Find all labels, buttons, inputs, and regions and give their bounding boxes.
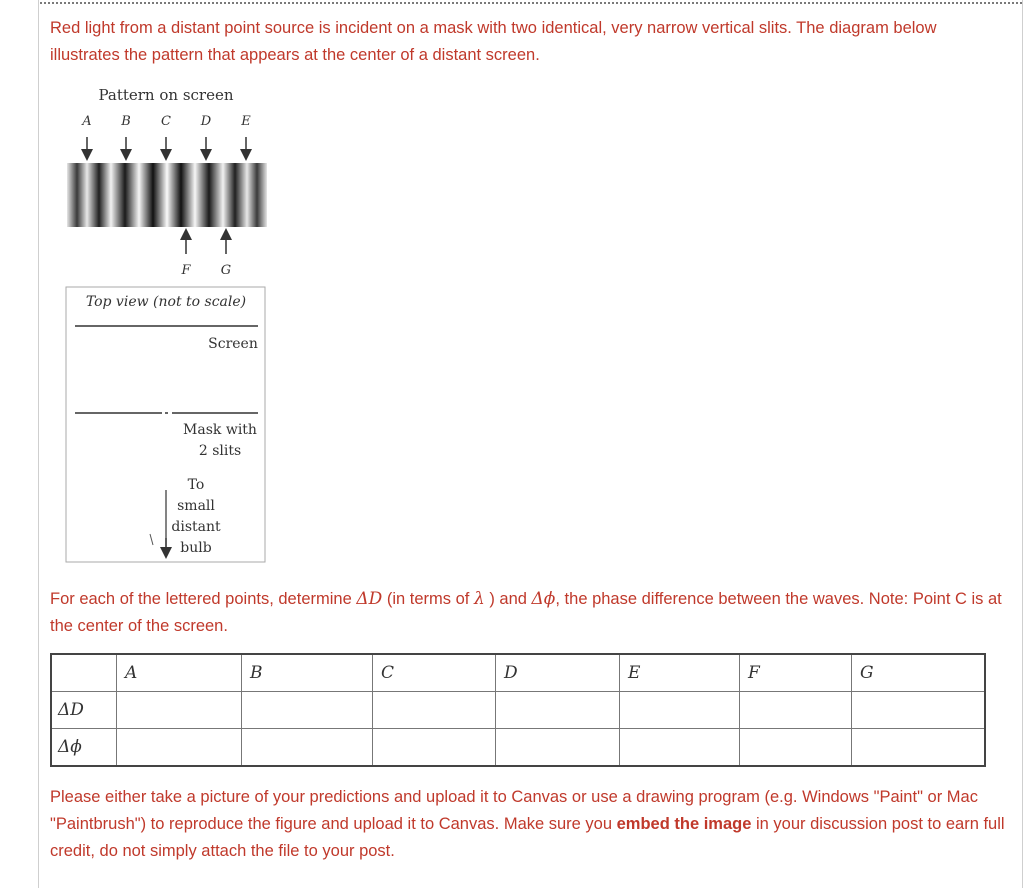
lambda-symbol: λ	[473, 589, 485, 609]
cell-deltaPhi-E[interactable]	[620, 729, 740, 767]
label-E: E	[241, 114, 251, 129]
corner-cell	[51, 654, 117, 692]
cell-deltaPhi-G[interactable]	[852, 729, 986, 767]
col-header-G: G	[852, 654, 986, 692]
instructions-bold: embed the image	[616, 815, 752, 833]
question-mid2: ) and	[484, 590, 532, 608]
bulb-label-4: bulb	[180, 540, 212, 556]
mask-label-2: 2 slits	[198, 443, 242, 459]
intro-paragraph: Red light from a distant point source is incident on a mask with two identical, very narrow vertical slits. The diagram below illustrates the pattern that appears at the center of a distant screen.	[50, 19, 937, 64]
question-pre: For each of the lettered points, determine	[50, 590, 357, 608]
question-post: , the phase difference between the waves. Note: Point C is at the center of the screen.	[50, 590, 1002, 635]
label-B: B	[121, 114, 131, 129]
instructions-paragraph	[50, 784, 1010, 865]
pattern-title: Pattern on screen	[98, 86, 234, 104]
cell-deltaD-A[interactable]	[117, 692, 242, 729]
col-header-B: B	[242, 654, 373, 692]
instructions-post: in your discussion post to earn full credit, do not simply attach the file to your post.	[50, 815, 1005, 860]
screen-label: Screen	[208, 336, 258, 352]
cell-deltaD-F[interactable]	[740, 692, 852, 729]
delta-phi-symbol: Δϕ	[531, 589, 556, 609]
row-label-delta-d: ΔD	[51, 692, 117, 729]
label-F: F	[181, 263, 191, 278]
bulb-label-2: small	[177, 498, 215, 514]
cell-deltaD-G[interactable]	[852, 692, 986, 729]
question-mid1: (in terms of	[382, 590, 474, 608]
bulb-label-1: To	[187, 477, 205, 493]
label-C: C	[161, 114, 171, 129]
bulb-label-3: distant	[171, 519, 221, 535]
cell-deltaD-D[interactable]	[496, 692, 620, 729]
cell-deltaPhi-F[interactable]	[740, 729, 852, 767]
cell-deltaPhi-B[interactable]	[242, 729, 373, 767]
cell-deltaD-E[interactable]	[620, 692, 740, 729]
instructions-pre: Please either take a picture of your predictions and upload it to Canvas or use a drawing program (e.g. Windows "Paint" or Mac "Paintbrush") to reproduce the figure and upload it to Canvas. Make sure you	[50, 788, 978, 833]
cell-deltaPhi-A[interactable]	[117, 729, 242, 767]
col-header-A: A	[117, 654, 242, 692]
col-header-E: E	[620, 654, 740, 692]
col-header-C: C	[373, 654, 496, 692]
col-header-F: F	[740, 654, 852, 692]
question-paragraph	[50, 586, 1010, 640]
cell-deltaD-C[interactable]	[373, 692, 496, 729]
top-view-label: Top view (not to scale)	[85, 294, 247, 310]
col-header-D: D	[496, 654, 620, 692]
table-row	[51, 692, 985, 729]
answer-table	[50, 653, 986, 767]
table-header-row	[51, 654, 985, 692]
label-A: A	[82, 114, 92, 129]
cell-deltaPhi-C[interactable]	[373, 729, 496, 767]
label-G: G	[220, 263, 232, 278]
cell-deltaPhi-D[interactable]	[496, 729, 620, 767]
delta-d-symbol: ΔD	[356, 589, 383, 609]
label-D: D	[200, 114, 212, 129]
mask-label-1: Mask with	[183, 422, 257, 438]
table-row	[51, 729, 985, 767]
row-label-delta-phi: Δϕ	[51, 729, 117, 767]
cell-deltaD-B[interactable]	[242, 692, 373, 729]
